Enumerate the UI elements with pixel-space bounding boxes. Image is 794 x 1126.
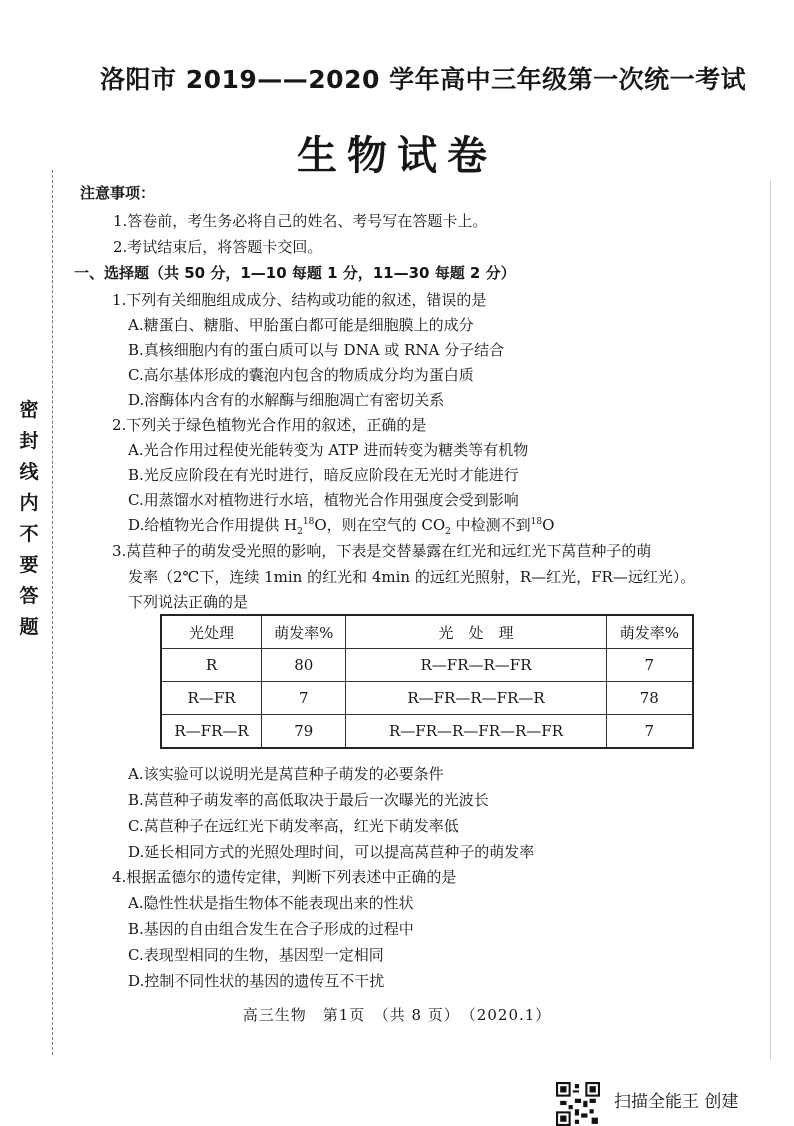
- question-1-option-b: B.真核细胞内有的蛋白质可以与 DNA 或 RNA 分子结合: [128, 341, 505, 359]
- question-1-stem: 1.下列有关细胞组成成分、结构或功能的叙述，错误的是: [112, 291, 487, 309]
- table-header: 光 处 理: [346, 615, 606, 649]
- table-cell: R: [161, 649, 262, 682]
- question-2-option-d: [128, 514, 554, 537]
- table-header: 光处理: [161, 615, 262, 649]
- notice-item: 1.答卷前，考生务必将自己的姓名、考号写在答题卡上。: [113, 212, 488, 230]
- question-2-option-c: C.用蒸馏水对植物进行水培，植物光合作用强度会受到影响: [128, 491, 519, 509]
- table-cell: 78: [606, 682, 693, 715]
- table-header: 萌发率%: [262, 615, 346, 649]
- question-4-stem: 4.根据孟德尔的遗传定律，判断下列表述中正确的是: [112, 868, 457, 886]
- seal-char: 题: [19, 616, 39, 638]
- option-text: D.给植物光合作用提供 H: [128, 516, 298, 534]
- table-row: [161, 649, 693, 682]
- question-3-option-a: A.该实验可以说明光是莴苣种子萌发的必要条件: [128, 765, 444, 783]
- question-2-option-a: A.光合作用过程使光能转变为 ATP 进而转变为糖类等有机物: [128, 441, 529, 459]
- seal-line-notice: [16, 395, 42, 643]
- table-row: [161, 715, 693, 749]
- table-cell: 7: [606, 715, 693, 749]
- question-3-option-c: C.莴苣种子在远红光下萌发率高，红光下萌发率低: [128, 817, 459, 835]
- qr-code-icon: [556, 1082, 600, 1126]
- table-cell: 7: [606, 649, 693, 682]
- option-text: O: [542, 516, 555, 534]
- question-3-stem: 下列说法正确的是: [128, 593, 249, 611]
- question-4-option-b: B.基因的自由组合发生在合子形成的过程中: [128, 920, 414, 938]
- seal-line: [52, 170, 54, 1055]
- seal-char: 封: [19, 430, 39, 452]
- question-3-stem: 3.莴苣种子的萌发受光照的影响，下表是交替暴露在红光和远红光下莴苣种子的萌: [112, 542, 652, 560]
- germination-table: [160, 614, 694, 749]
- table-cell: R—FR—R—FR—R—FR: [346, 715, 606, 749]
- notice-heading: 注意事项：: [80, 184, 156, 202]
- question-1-option-d: D.溶酶体内含有的水解酶与细胞凋亡有密切关系: [128, 391, 445, 409]
- table-cell: R—FR—R—FR—R: [346, 682, 606, 715]
- question-3-stem: 发率（2℃下，连续 1min 的红光和 4min 的远红光照射，R—红光，FR—远红光）。: [128, 568, 696, 586]
- page-footer: 高三生物 第1页 （共 8 页） （2020.1）: [242, 1006, 552, 1024]
- question-3-option-d: D.延长相同方式的光照处理时间，可以提高莴苣种子的萌发率: [128, 843, 535, 861]
- section-heading: 一、选择题（共 50 分，1—10 每题 1 分，11—30 每题 2 分）: [74, 264, 516, 282]
- page-edge: [770, 180, 772, 1060]
- seal-char: 线: [19, 461, 39, 483]
- seal-char: 不: [19, 523, 39, 545]
- seal-char: 内: [19, 492, 39, 514]
- superscript: 18: [530, 517, 543, 527]
- seal-char: 密: [19, 399, 39, 421]
- table-cell: 7: [262, 682, 346, 715]
- exam-title: 洛阳市 2019——2020 学年高中三年级第一次统一考试: [100, 65, 747, 94]
- subject-title: 生物试卷: [297, 133, 497, 179]
- table-header: 萌发率%: [606, 615, 693, 649]
- seal-char: 要: [19, 554, 39, 576]
- subscript: 2: [445, 527, 451, 537]
- question-1-option-c: C.高尔基体形成的囊泡内包含的物质成分均为蛋白质: [128, 366, 474, 384]
- question-4-option-a: A.隐性性状是指生物体不能表现出来的性状: [128, 894, 414, 912]
- subscript: 2: [297, 527, 303, 537]
- table-cell: 80: [262, 649, 346, 682]
- question-3-option-b: B.莴苣种子萌发率的高低取决于最后一次曝光的光波长: [128, 791, 489, 809]
- question-2-stem: 2.下列关于绿色植物光合作用的叙述，正确的是: [112, 416, 427, 434]
- question-4-option-d: D.控制不同性状的基因的遗传互不干扰: [128, 972, 385, 990]
- question-1-option-a: A.糖蛋白、糖脂、甲胎蛋白都可能是细胞膜上的成分: [128, 316, 474, 334]
- table-cell: R—FR—R—FR: [346, 649, 606, 682]
- question-4-option-c: C.表现型相同的生物，基因型一定相同: [128, 946, 384, 964]
- table-cell: R—FR: [161, 682, 262, 715]
- notice-item: 2.考试结束后，将答题卡交回。: [113, 238, 323, 256]
- option-text: O，则在空气的 CO: [314, 516, 446, 534]
- question-2-option-b: B.光反应阶段在有光时进行，暗反应阶段在无光时才能进行: [128, 466, 519, 484]
- table-header-row: [161, 615, 693, 649]
- table-cell: R—FR—R: [161, 715, 262, 749]
- scanner-watermark: 扫描全能王 创建: [614, 1092, 739, 1112]
- seal-char: 答: [19, 585, 39, 607]
- table-cell: 79: [262, 715, 346, 749]
- option-text: 中检测不到: [450, 516, 531, 534]
- superscript: 18: [302, 517, 315, 527]
- table-row: [161, 682, 693, 715]
